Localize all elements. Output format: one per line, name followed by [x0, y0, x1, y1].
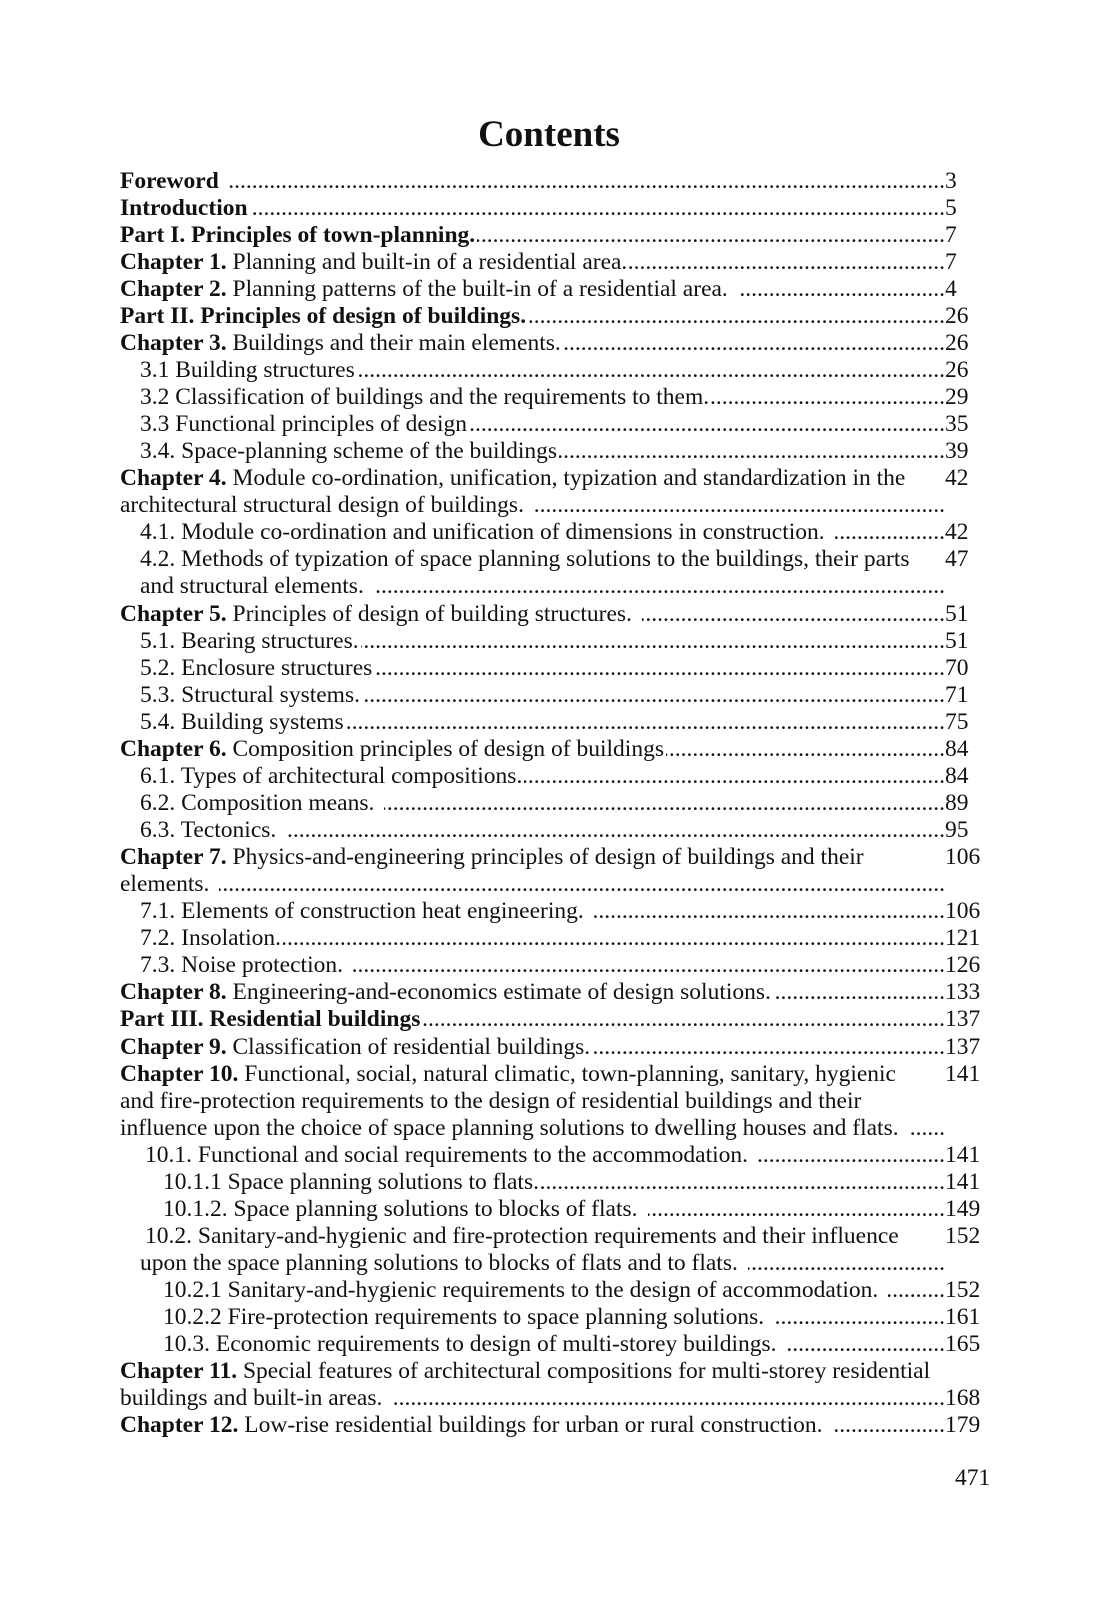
toc-entry-section-7-3	[0, 952, 985, 979]
dot-leader	[286, 817, 945, 844]
entry-title: Tectonics.	[180, 817, 277, 843]
toc-entry-chapter-7-continued	[0, 871, 985, 898]
dot-leader	[374, 655, 945, 682]
entry-label: 5.1.	[140, 627, 176, 654]
dot-leader	[229, 168, 945, 195]
dot-leader	[559, 438, 945, 465]
toc-entry-section-5-1	[0, 628, 985, 655]
toc-entry-section-5-2	[0, 655, 985, 682]
entry-label: 5.3.	[140, 681, 176, 708]
toc-entry-section-6-2	[0, 790, 985, 817]
page-number: 179	[945, 1412, 981, 1439]
entry-title: Economic requirements to design of multi-storey buildings.	[215, 1331, 777, 1358]
page-number: 165	[945, 1331, 981, 1358]
entry-title-line: Physics-and-engineering principles of design of buildings and their	[232, 844, 864, 871]
dot-leader	[563, 330, 945, 357]
entry-title: Foreword	[120, 167, 219, 194]
dot-leader	[353, 952, 945, 979]
toc-entry-section-6-3	[0, 817, 985, 844]
entry-title: Composition principles of design of buildings	[232, 735, 664, 762]
entry-title: Classification of buildings and the requirements to them.	[175, 384, 710, 410]
entry-label: 5.4.	[140, 708, 176, 735]
dot-leader	[787, 1331, 945, 1358]
toc-entry-section-7-2	[0, 925, 985, 952]
dot-leader	[758, 1142, 945, 1169]
entry-label: 6.2.	[140, 789, 176, 816]
entry-label: 10.2.2	[163, 1304, 222, 1331]
page-number: 29	[945, 384, 969, 410]
entry-label: Chapter 4.	[120, 465, 227, 492]
dot-leader	[835, 519, 945, 546]
entry-label: 3.4.	[140, 438, 176, 465]
toc-entry-section-10-1	[0, 1142, 985, 1169]
page-number: 47	[945, 546, 969, 573]
toc-entry-section-4-1	[0, 519, 985, 546]
entry-title: Building systems	[181, 708, 344, 735]
page-number: 137	[945, 1033, 981, 1060]
page-number: 141	[945, 1168, 981, 1195]
toc-entry-section-5-4	[0, 709, 985, 736]
entry-title-line: Functional, social, natural climatic, town-planning, sanitary, hygienic	[244, 1060, 896, 1087]
page-number: 89	[945, 789, 969, 816]
page-number: 95	[945, 817, 969, 843]
toc-entry-chapter-3	[0, 330, 985, 357]
entry-title: Principles of town-planning.	[191, 221, 476, 248]
entry-label: 6.3.	[140, 817, 176, 843]
dot-leader	[374, 573, 945, 600]
toc-entry-chapter-8	[0, 979, 985, 1006]
entry-title: Introduction	[120, 194, 248, 221]
page-number: 152	[945, 1222, 981, 1249]
entry-title: Functional and social requirements to the accommodation.	[197, 1141, 749, 1168]
entry-label: 3.3	[140, 411, 170, 438]
entry-title: Structural systems.	[181, 681, 360, 708]
toc-entry-chapter-10-continued	[0, 1088, 985, 1115]
toc-entry-section-7-1	[0, 898, 985, 925]
entry-title-line: architectural structural design of buildings.	[120, 492, 524, 519]
page-number: 75	[945, 708, 969, 735]
dot-leader	[361, 628, 945, 655]
dot-leader	[594, 898, 945, 925]
toc-entry-section-10-2-1	[0, 1277, 985, 1304]
entry-label: 5.2.	[140, 654, 176, 681]
entry-title-line: upon the space planning solutions to blocks of flats and to flats.	[140, 1250, 738, 1276]
page-number: 161	[945, 1304, 981, 1331]
page-number: 42	[945, 465, 969, 492]
entry-title-line: influence upon the choice of space planning solutions to dwelling houses and flats.	[120, 1114, 899, 1141]
entry-title-line: Special features of architectural compositions for multi-storey residential	[242, 1358, 931, 1385]
entry-title: Enclosure structures	[181, 654, 373, 681]
dot-leader	[774, 1304, 945, 1331]
entry-title: Composition means.	[181, 789, 375, 816]
entry-label: Part III.	[120, 1006, 204, 1033]
dot-leader	[362, 682, 945, 709]
toc-entry-section-5-3	[0, 682, 985, 709]
toc-entry-section-3-4	[0, 438, 985, 465]
entry-label: Chapter 12.	[120, 1412, 239, 1439]
entry-title: Sanitary-and-hygienic requirements to the design of accommodation.	[227, 1277, 879, 1304]
page-number: 141	[945, 1141, 981, 1168]
dot-leader	[250, 195, 945, 222]
entry-title: Functional principles of design	[175, 411, 467, 438]
entry-label: 3.2	[140, 384, 170, 410]
toc-entry-chapter-4-continued	[0, 492, 985, 519]
entry-title: Types of architectural compositions.	[180, 762, 523, 789]
toc-entry-chapter-9	[0, 1034, 985, 1061]
toc-entry-section-10-3	[0, 1331, 985, 1358]
entry-title: Building structures	[175, 356, 355, 383]
dot-leader	[346, 709, 945, 736]
entry-label: 4.2.	[140, 546, 176, 573]
page-footer-number: 471	[955, 1465, 991, 1491]
dot-leader	[648, 1196, 945, 1223]
entry-title: Planning patterns of the built-in of a residential area.	[232, 275, 728, 302]
entry-title: Module co-ordination and unification of dimensions in construction.	[181, 519, 825, 546]
dot-leader	[832, 1412, 945, 1439]
page-number: 149	[945, 1195, 981, 1222]
dot-leader	[357, 357, 945, 384]
toc-entry-chapter-10	[0, 1061, 985, 1088]
entry-label: 3.1	[140, 356, 170, 383]
page-title: Contents	[478, 114, 620, 155]
entry-label: Chapter 9.	[120, 1033, 227, 1060]
entry-label: Chapter 1.	[120, 248, 227, 275]
toc-entry-section-10-1-1	[0, 1169, 985, 1196]
entry-title-line: Methods of typization of space planning solutions to the buildings, their parts	[181, 546, 910, 573]
toc-entry-section-4-2	[0, 546, 985, 573]
entry-title: Fire-protection requirements to space planning solutions.	[227, 1304, 765, 1331]
entry-title-line: Sanitary-and-hygienic and fire-protection requirements and their influence	[197, 1222, 899, 1249]
entry-label: 7.2.	[140, 925, 176, 952]
entry-label: Chapter 2.	[120, 275, 227, 302]
page-number: 70	[945, 654, 969, 681]
toc-entry-chapter-4	[0, 465, 985, 492]
entry-title-line: and structural elements.	[140, 573, 364, 600]
page-number: 141	[945, 1060, 981, 1087]
entry-label: Chapter 7.	[120, 844, 227, 871]
dot-leader	[422, 1006, 945, 1033]
page-number: 35	[945, 411, 969, 438]
toc-entry-chapter-2	[0, 276, 985, 303]
entry-title: Noise protection.	[181, 952, 343, 979]
dot-leader	[642, 601, 945, 628]
dot-leader	[592, 1034, 945, 1061]
entry-title: Space-planning scheme of the buildings	[181, 438, 558, 465]
entry-label: 10.3.	[163, 1331, 210, 1358]
entry-title: Insolation.	[181, 925, 281, 952]
toc-entry-chapter-11	[0, 1358, 985, 1385]
entry-title: Planning and built-in of a residential area.	[232, 248, 628, 275]
dot-leader	[528, 303, 945, 330]
toc-entry-chapter-10-continued	[0, 1115, 985, 1142]
page-number: 106	[945, 844, 981, 871]
dot-leader	[524, 763, 945, 790]
toc-entry-part-1	[0, 222, 985, 249]
toc-entry-part-2	[0, 303, 985, 330]
entry-title: Buildings and their main elements.	[232, 329, 561, 356]
page-number: 7	[945, 221, 957, 248]
toc-entry-section-10-2-2	[0, 1304, 985, 1331]
entry-label: Chapter 10.	[120, 1060, 239, 1087]
entry-title: Residential buildings	[209, 1006, 421, 1033]
toc-entry-chapter-1	[0, 249, 985, 276]
page-number: 39	[945, 438, 969, 465]
dot-leader	[909, 1115, 945, 1142]
toc-entry-section-3-3	[0, 411, 985, 438]
entry-title-line: elements.	[120, 871, 210, 898]
entry-label: 10.2.1	[163, 1277, 222, 1304]
dot-leader	[629, 249, 945, 276]
toc-entry-section-10-1-2	[0, 1196, 985, 1223]
entry-label: 6.1.	[140, 762, 176, 789]
entry-label: Chapter 11.	[120, 1358, 238, 1385]
page-number: 137	[945, 1006, 981, 1033]
entry-title: Low-rise residential buildings for urban or rural construction.	[244, 1412, 823, 1439]
dot-leader	[219, 871, 945, 898]
toc-entry-chapter-6	[0, 736, 985, 763]
entry-title: Space planning solutions to blocks of flats.	[233, 1195, 638, 1222]
entry-label: Chapter 3.	[120, 329, 227, 356]
entry-label: 10.1.2.	[163, 1195, 228, 1222]
toc-entry-section-4-2-continued	[0, 573, 985, 600]
page-number: 7	[945, 248, 957, 275]
entry-label: Chapter 5.	[120, 600, 227, 627]
dot-leader	[477, 222, 945, 249]
page-number: 84	[945, 735, 969, 762]
toc-entry-section-6-1	[0, 763, 985, 790]
page-number: 5	[945, 194, 957, 221]
page-number: 51	[945, 600, 969, 627]
page-number: 168	[945, 1385, 981, 1412]
dot-leader	[534, 492, 945, 519]
dot-leader	[773, 979, 945, 1006]
page-number: 152	[945, 1277, 981, 1304]
page-number: 51	[945, 627, 969, 654]
table-of-contents	[0, 168, 985, 1440]
page-number: 126	[945, 952, 981, 979]
entry-title-line: and fire-protection requirements to the design of residential buildings and their	[120, 1087, 862, 1114]
toc-entry-chapter-5	[0, 601, 985, 628]
entry-label: 10.1.1	[163, 1168, 222, 1195]
toc-entry-chapter-11-continued	[0, 1385, 985, 1412]
dot-leader	[283, 925, 945, 952]
page-number: 26	[945, 302, 969, 329]
page-number: 133	[945, 979, 981, 1006]
page-number: 42	[945, 519, 969, 546]
entry-label: Part II.	[120, 302, 195, 329]
entry-title-line: buildings and built-in areas.	[120, 1385, 383, 1412]
toc-entry-section-3-1	[0, 357, 985, 384]
page-number: 106	[945, 898, 981, 925]
page-number: 26	[945, 329, 969, 356]
toc-entry-part-3	[0, 1006, 985, 1033]
entry-title-line: Module co-ordination, unification, typization and standardization in the	[232, 465, 906, 492]
entry-label: 4.1.	[140, 519, 176, 546]
dot-leader	[469, 411, 945, 438]
entry-title: Principles of design of building structures.	[232, 600, 632, 627]
dot-leader	[888, 1277, 945, 1304]
entry-label: 7.1.	[140, 898, 176, 925]
page-number: 4	[945, 275, 957, 302]
toc-entry-section-10-2	[0, 1223, 985, 1250]
entry-title: Elements of construction heat engineering.	[181, 898, 584, 925]
entry-label: 7.3.	[140, 952, 176, 979]
entry-label: Chapter 8.	[120, 979, 227, 1006]
entry-title: Bearing structures.	[181, 627, 359, 654]
page-number: 3	[945, 167, 957, 194]
entry-label: Part I.	[120, 221, 186, 248]
entry-label: 10.2.	[145, 1222, 192, 1249]
page-number: 26	[945, 356, 969, 383]
dot-leader	[541, 1169, 945, 1196]
toc-entry-introduction	[0, 195, 985, 222]
dot-leader	[392, 1385, 945, 1412]
toc-entry-section-10-2-continued	[0, 1250, 985, 1277]
dot-leader	[711, 384, 945, 411]
page-number: 121	[945, 925, 981, 952]
page-number: 84	[945, 762, 969, 789]
entry-title: Principles of design of buildings.	[200, 302, 527, 329]
entry-title: Classification of residential buildings.	[232, 1033, 591, 1060]
entry-title: Space planning solutions to flats.	[227, 1168, 539, 1195]
entry-label: Chapter 6.	[120, 735, 227, 762]
dot-leader	[748, 1250, 945, 1277]
dot-leader	[666, 736, 945, 763]
toc-entry-section-3-2	[0, 384, 985, 411]
dot-leader	[738, 276, 945, 303]
toc-entry-chapter-12	[0, 1412, 985, 1439]
dot-leader	[384, 790, 945, 817]
toc-entry-chapter-7	[0, 844, 985, 871]
entry-label: 10.1.	[145, 1141, 192, 1168]
toc-entry-foreword	[0, 168, 985, 195]
page-number: 71	[945, 681, 969, 708]
entry-title: Engineering-and-economics estimate of design solutions.	[232, 979, 771, 1006]
